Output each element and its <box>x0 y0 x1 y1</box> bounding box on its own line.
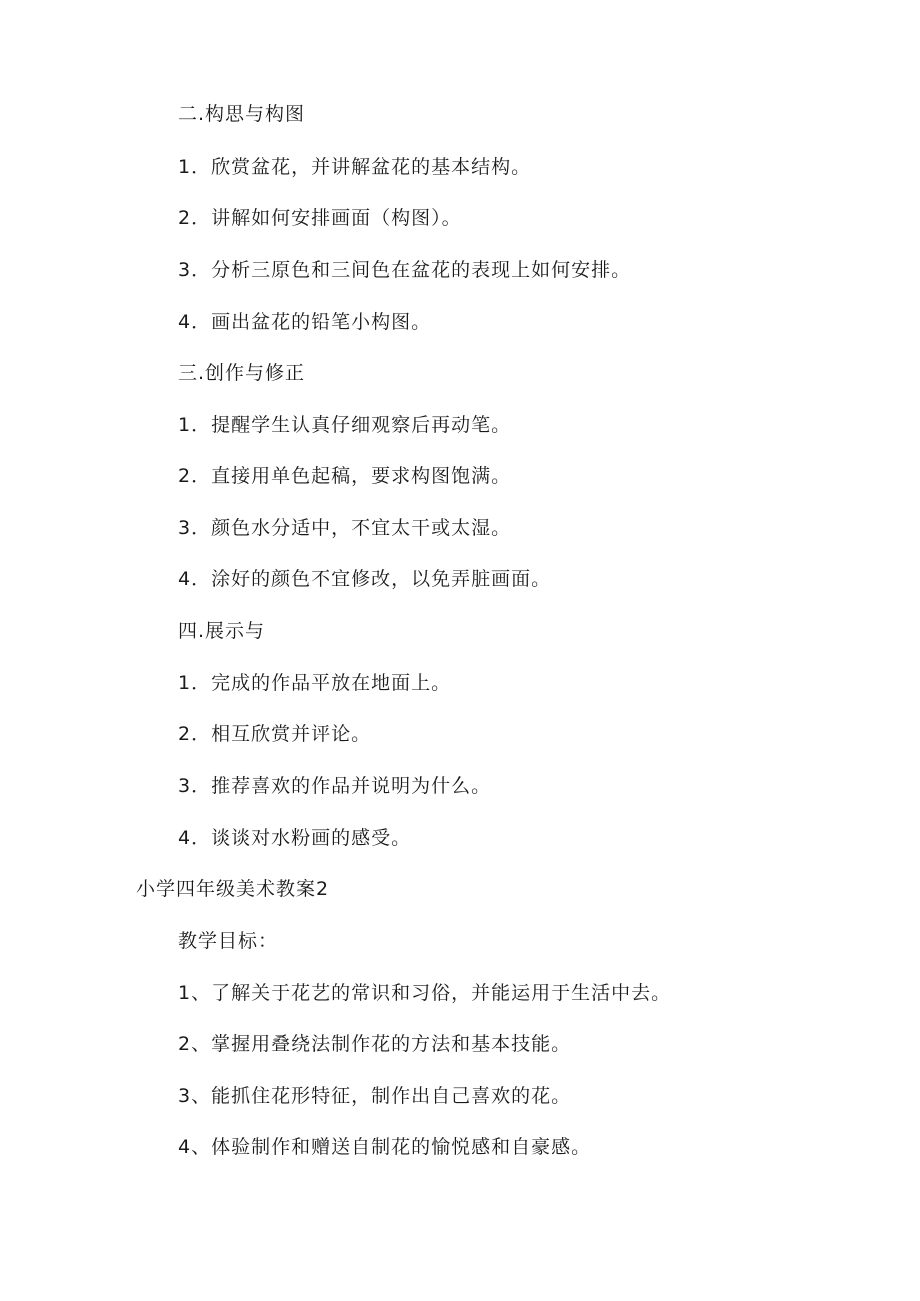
list-item: 2、掌握用叠绕法制作花的方法和基本技能。 <box>178 1033 572 1055</box>
list-item: 2．相互欣赏并评论。 <box>178 723 372 745</box>
list-item: 2．讲解如何安排画面（构图）。 <box>178 207 462 229</box>
list-item: 2．直接用单色起稿，要求构图饱满。 <box>178 465 512 487</box>
list-item: 3．推荐喜欢的作品并说明为什么。 <box>178 775 492 797</box>
list-item: 3、能抓住花形特征，制作出自己喜欢的花。 <box>178 1085 572 1107</box>
section-heading-4: 四.展示与 <box>178 620 266 642</box>
teaching-goals-heading: 教学目标： <box>178 930 279 952</box>
list-item: 4、体验制作和赠送自制花的愉悦感和自豪感。 <box>178 1136 592 1158</box>
list-item: 1．欣赏盆花，并讲解盆花的基本结构。 <box>178 156 532 178</box>
document-title: 小学四年级美术教案2 <box>136 878 330 900</box>
section-heading-2: 二.构思与构图 <box>178 103 306 125</box>
list-item: 4．谈谈对水粉画的感受。 <box>178 827 412 849</box>
list-item: 1．完成的作品平放在地面上。 <box>178 672 452 694</box>
list-item: 4．画出盆花的铅笔小构图。 <box>178 311 432 333</box>
list-item: 4．涂好的颜色不宜修改，以免弄脏画面。 <box>178 568 552 590</box>
section-heading-3: 三.创作与修正 <box>178 362 306 384</box>
list-item: 1、了解关于花艺的常识和习俗，并能运用于生活中去。 <box>178 982 672 1004</box>
list-item: 3．颜色水分适中，不宜太干或太湿。 <box>178 517 512 539</box>
list-item: 1．提醒学生认真仔细观察后再动笔。 <box>178 414 512 436</box>
list-item: 3．分析三原色和三间色在盆花的表现上如何安排。 <box>178 259 632 281</box>
